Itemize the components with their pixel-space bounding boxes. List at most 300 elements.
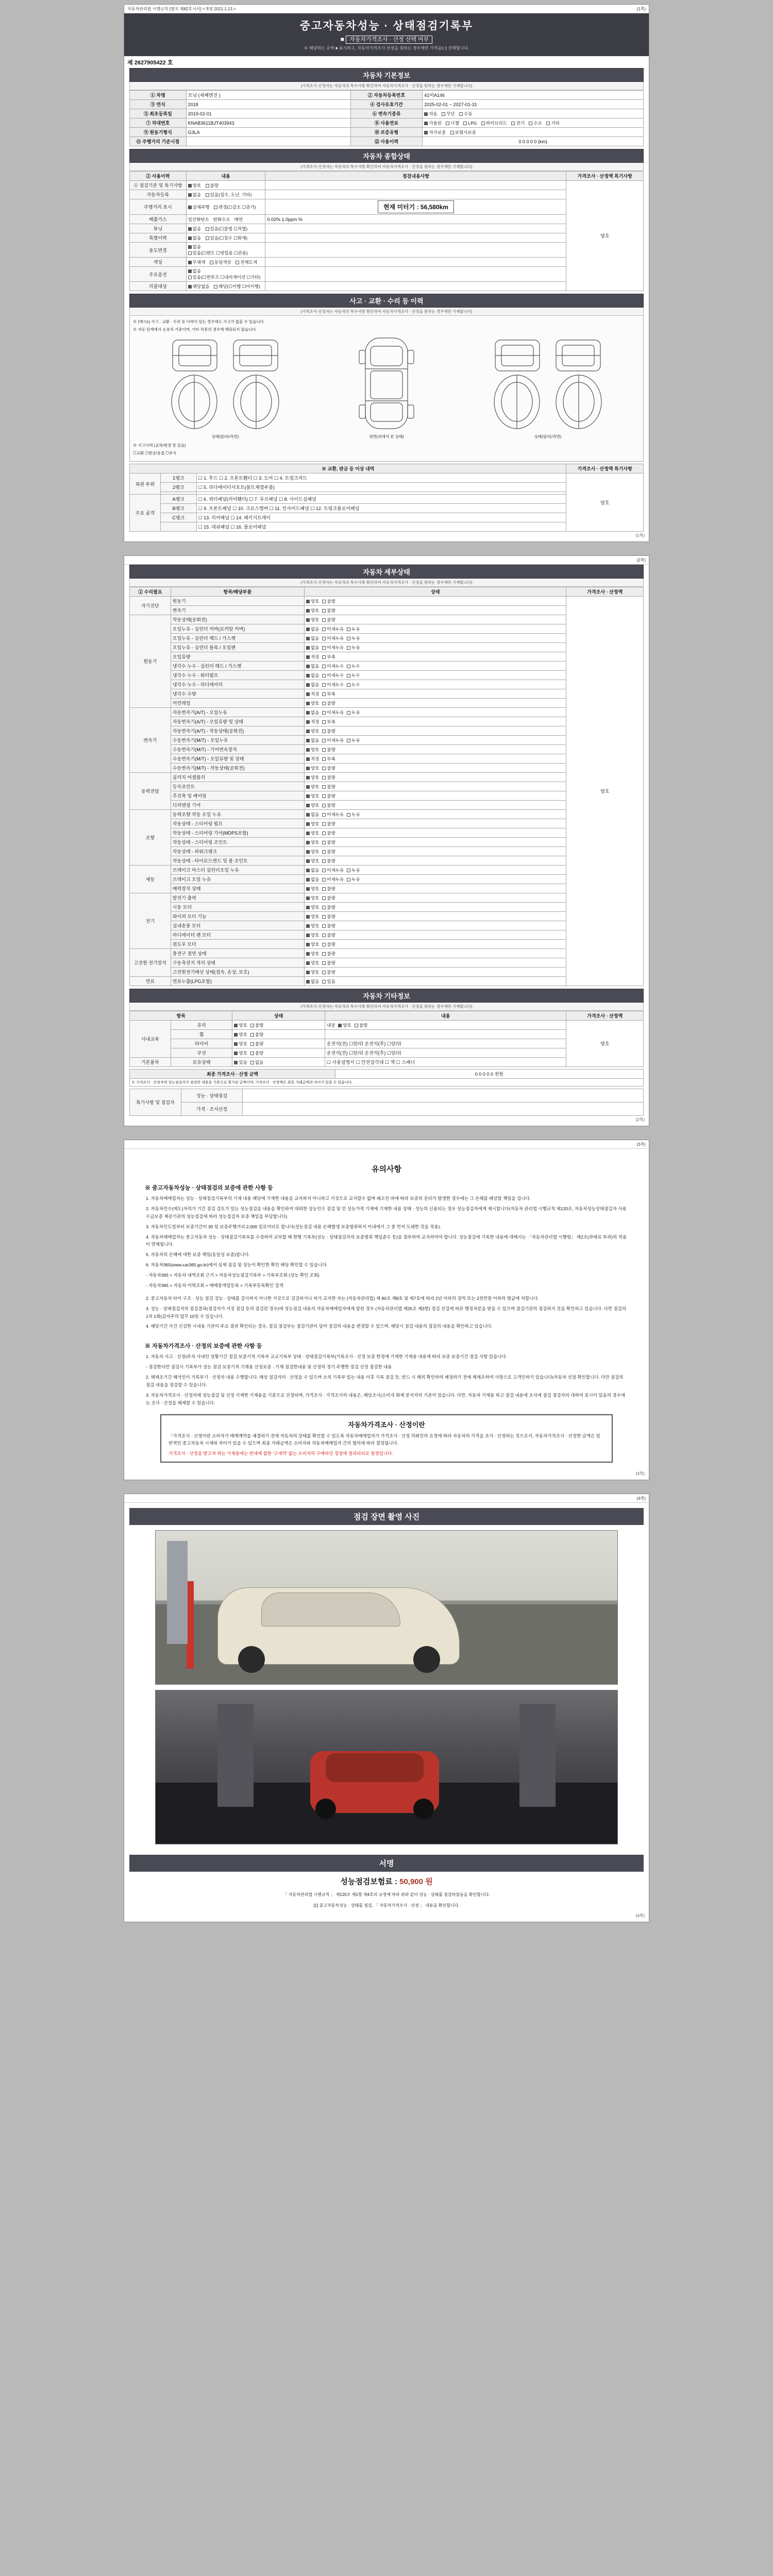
others-content-1[interactable]: [325, 1030, 566, 1039]
checkbox-icon[interactable]: [250, 1061, 254, 1064]
checkbox-icon[interactable]: [322, 609, 326, 613]
checkbox-icon[interactable]: [306, 748, 310, 752]
detail-opt-6-4-0[interactable]: [306, 932, 319, 938]
checkbox-icon[interactable]: [442, 112, 445, 116]
checkbox-icon[interactable]: [322, 767, 326, 770]
checkbox-icon[interactable]: [322, 841, 326, 844]
transmission-option-manual[interactable]: [459, 111, 472, 117]
final-note-1: [1] 중고자동차성능 · 상태를 점검, 「 자동차가격조사 · 산정 」 내용을 확인합니다.: [313, 1903, 460, 1908]
detail-opt-5-2-1[interactable]: [322, 886, 335, 892]
checkbox-icon[interactable]: [306, 683, 310, 687]
detail-opt-6-2-1[interactable]: [322, 913, 335, 920]
detail-opt-8-0-0[interactable]: [306, 978, 319, 985]
detail-opt-2-3-1[interactable]: [322, 737, 344, 743]
checkbox-icon[interactable]: [188, 193, 192, 197]
checkbox-icon[interactable]: [306, 794, 310, 798]
warranty-option-insurer[interactable]: [450, 129, 476, 135]
warranty-option-self[interactable]: [424, 129, 446, 135]
checkbox-icon[interactable]: [306, 943, 310, 946]
checkbox-icon[interactable]: [234, 1052, 238, 1055]
detail-opt-1-2-0[interactable]: [306, 635, 319, 641]
checkbox-icon[interactable]: [450, 131, 454, 134]
checkbox-icon[interactable]: [206, 236, 209, 240]
detail-opt-1-3-0[interactable]: [306, 645, 319, 651]
checkbox-icon[interactable]: [529, 122, 532, 125]
detail-opt-2-1-0[interactable]: [306, 719, 319, 725]
others-content-4[interactable]: ☐ 사용설명서 ☐ 안전삼각대 ☐ 잭 ☐ 스패너: [325, 1058, 566, 1067]
checkbox-icon[interactable]: [322, 952, 326, 956]
detail-opt-1-4-0[interactable]: [306, 654, 319, 660]
checkbox-icon[interactable]: [306, 730, 310, 733]
detail-opt-2-0-0[interactable]: [306, 709, 319, 716]
checkbox-icon[interactable]: [322, 850, 326, 854]
detail-opt-3-2-0[interactable]: [306, 793, 319, 799]
detail-opt-6-0-1[interactable]: [322, 895, 335, 901]
checkbox-icon[interactable]: [306, 804, 310, 807]
checkbox-icon[interactable]: [306, 674, 310, 677]
detail-opt-6-1-1[interactable]: [322, 904, 335, 910]
others-opt-0-0[interactable]: [234, 1022, 247, 1028]
checkbox-icon[interactable]: [347, 674, 350, 677]
checkbox-icon[interactable]: [188, 251, 192, 255]
checkbox-icon[interactable]: [355, 1024, 358, 1027]
detail-opt-3-3-0[interactable]: [306, 802, 319, 808]
checkbox-icon[interactable]: [322, 720, 326, 724]
detail-opt-0-1-1[interactable]: [322, 607, 335, 614]
checkbox-icon[interactable]: [347, 869, 350, 872]
others-opt-0-1[interactable]: [250, 1022, 263, 1028]
detail-opt-7-0-1[interactable]: [322, 951, 335, 957]
special-opt-yes[interactable]: [206, 235, 248, 241]
accident-rank-1-items[interactable]: ☐ 1. 후드 ☐ 2. 프론트휀더 ☐ 3. 도어 ☐ 4. 트렁크리드: [196, 473, 566, 483]
detail-opt-4-5-1[interactable]: [322, 858, 335, 864]
checkbox-icon[interactable]: [322, 924, 326, 928]
checkbox-icon[interactable]: [306, 906, 310, 909]
detail-opt-4-3-0[interactable]: [306, 839, 319, 845]
checkbox-icon[interactable]: [234, 1061, 238, 1064]
checkbox-icon[interactable]: [306, 628, 310, 631]
checkbox-icon[interactable]: [481, 122, 485, 125]
checkbox-icon[interactable]: [206, 184, 209, 188]
detail-opt-7-2-1[interactable]: [322, 969, 335, 975]
checkbox-icon[interactable]: [322, 628, 326, 631]
accident-rank-c-items[interactable]: ☐ 13. 리어패널 ☐ 14. 패키지트레이: [196, 513, 566, 522]
checkbox-icon[interactable]: [347, 665, 350, 668]
checkbox-icon[interactable]: [322, 896, 326, 900]
overall-0-opt-1[interactable]: [206, 182, 219, 189]
checkbox-icon[interactable]: [236, 261, 239, 264]
checkbox-icon[interactable]: [322, 739, 326, 742]
fuel-option-etc[interactable]: [546, 120, 559, 126]
checkbox-icon[interactable]: [306, 665, 310, 668]
overall-0-opt-0[interactable]: [188, 182, 201, 189]
checkbox-icon[interactable]: [322, 702, 326, 705]
detail-opt-label-1-3-1: 미세누유: [327, 645, 344, 650]
remarks-row-0-value[interactable]: [243, 1089, 644, 1103]
others-content-3[interactable]: 운전석(전) ☐앞/뒤 운전석(후) ☐앞/뒤: [325, 1048, 566, 1058]
checkbox-icon[interactable]: [306, 609, 310, 613]
detail-opt-1-3-1[interactable]: [322, 645, 344, 651]
checkbox-icon[interactable]: [188, 206, 192, 209]
checkbox-icon[interactable]: [322, 887, 326, 891]
checkbox-icon[interactable]: [322, 961, 326, 965]
checkbox-icon[interactable]: [188, 269, 192, 273]
transmission-option-cvt[interactable]: [442, 111, 455, 117]
checkbox-icon[interactable]: [306, 980, 310, 984]
fuel-option-hybrid[interactable]: [481, 120, 507, 126]
others-opt-label-1-0: 양호: [239, 1031, 247, 1037]
detail-opt-4-0-0[interactable]: [306, 811, 319, 818]
checkbox-icon[interactable]: [322, 794, 326, 798]
fuel-option-hydrogen[interactable]: [529, 120, 542, 126]
section-note-overall: (가격조사·산정자는 자동차의 특수사항 확인하여 자동차가격조사 · 산정을 원하는 경우에만 기재합니다): [129, 163, 644, 171]
detail-opt-1-8-1[interactable]: [322, 691, 335, 697]
tuning-opt-yes[interactable]: [206, 226, 248, 232]
detail-opt-4-2-1[interactable]: [322, 830, 335, 836]
detail-opt-1-6-0[interactable]: [306, 672, 319, 679]
detail-opt-2-2-0[interactable]: [306, 728, 319, 734]
detail-opt-1-9-1[interactable]: [322, 700, 335, 706]
detail-opt-2-3-0[interactable]: [306, 737, 319, 743]
detail-opt-1-5-1[interactable]: [322, 663, 344, 669]
detail-opt-3-0-1[interactable]: [322, 774, 335, 781]
detail-opt-6-3-0[interactable]: [306, 923, 319, 929]
checkbox-icon[interactable]: [306, 841, 310, 844]
checkbox-icon[interactable]: [322, 618, 326, 622]
checkbox-icon[interactable]: [322, 757, 326, 761]
others-content-opt-0-0[interactable]: [338, 1022, 351, 1028]
checkbox-icon[interactable]: [322, 776, 326, 779]
checkbox-icon[interactable]: [188, 261, 192, 264]
detail-opt-3-0-0[interactable]: [306, 774, 319, 781]
checkbox-icon[interactable]: [306, 785, 310, 789]
checkbox-icon[interactable]: [546, 122, 550, 125]
detail-opt-1-2-2[interactable]: [347, 635, 360, 641]
tuning-opt-none[interactable]: [188, 226, 201, 232]
accident-rank-c2-items[interactable]: ☐ 15. 대쉬패널 ☐ 16. 플로어패널: [196, 522, 566, 532]
checkbox-icon[interactable]: [306, 859, 310, 863]
detail-opt-2-4-0[interactable]: [306, 747, 319, 753]
checkbox-icon[interactable]: [306, 637, 310, 640]
detail-opt-6-0-0[interactable]: [306, 895, 319, 901]
detail-opt-5-1-0[interactable]: [306, 876, 319, 883]
accident-rank-a-items[interactable]: ☐ 6. 쿼터패널(리어휀더) ☐ 7. 루프패널 ☐ 8. 사이드실패널: [196, 495, 566, 504]
detail-opt-6-4-1[interactable]: [322, 932, 335, 938]
others-opt-3-1[interactable]: [250, 1050, 263, 1056]
usechange-label-yes: 있음(☐렌트 ☐영업용 ☐관용): [192, 250, 248, 256]
checkbox-icon[interactable]: [306, 702, 310, 705]
checkbox-icon[interactable]: [250, 1033, 254, 1037]
checkbox-icon[interactable]: [322, 683, 326, 687]
checkbox-icon[interactable]: [322, 869, 326, 872]
option-opt-none[interactable]: [188, 268, 201, 274]
checkbox-icon[interactable]: [322, 785, 326, 789]
others-opt-label-4-1: 없음: [255, 1059, 264, 1065]
checkbox-icon[interactable]: [250, 1024, 254, 1027]
checkbox-icon[interactable]: [306, 952, 310, 956]
detail-opt-5-1-2[interactable]: [347, 876, 360, 883]
color-opt-0[interactable]: [188, 259, 206, 265]
checkbox-icon[interactable]: [306, 655, 310, 659]
detail-opt-5-2-0[interactable]: [306, 886, 319, 892]
checkbox-icon[interactable]: [322, 906, 326, 909]
checkbox-icon[interactable]: [322, 915, 326, 919]
docno-label: 제: [127, 60, 133, 66]
fuel-option-gasoline[interactable]: [424, 120, 442, 126]
detail-opt-3-2-1[interactable]: [322, 793, 335, 799]
checkbox-icon[interactable]: [511, 122, 515, 125]
checkbox-icon[interactable]: [424, 131, 428, 134]
others-opt-3-0[interactable]: [234, 1050, 247, 1056]
detail-opt-4-4-1[interactable]: [322, 849, 335, 855]
checkbox-icon[interactable]: [306, 692, 310, 696]
checkbox-icon[interactable]: [322, 600, 326, 603]
detail-opt-1-1-0[interactable]: [306, 626, 319, 632]
checkbox-icon[interactable]: [188, 236, 192, 240]
checkbox-icon[interactable]: [322, 646, 326, 650]
checkbox-icon[interactable]: [347, 711, 350, 715]
checkbox-icon[interactable]: [306, 618, 310, 622]
transmission-option-auto[interactable]: [424, 111, 437, 117]
checkbox-icon[interactable]: [210, 261, 213, 264]
checkbox-icon[interactable]: [306, 711, 310, 715]
detail-opt-4-0-1[interactable]: [322, 811, 344, 818]
checkbox-icon[interactable]: [347, 628, 350, 631]
checkbox-icon[interactable]: [306, 813, 310, 817]
detail-opt-7-2-0[interactable]: [306, 969, 319, 975]
detail-opt-2-5-0[interactable]: [306, 756, 319, 762]
detail-opt-0-0-0[interactable]: [306, 598, 319, 604]
detail-opt-label-1-9-0: 양호: [310, 700, 320, 706]
others-opt-2-1[interactable]: [250, 1041, 263, 1047]
others-opt-4-1[interactable]: [250, 1059, 263, 1065]
remarks-row-1-value[interactable]: [243, 1103, 644, 1116]
overall-1-opt-0[interactable]: [188, 192, 201, 198]
checkbox-icon[interactable]: [322, 692, 326, 696]
checkbox-icon[interactable]: [424, 112, 428, 116]
detail-opt-1-6-2[interactable]: [347, 672, 360, 679]
checkbox-icon[interactable]: [234, 1042, 238, 1046]
checkbox-icon[interactable]: [347, 739, 350, 742]
recall-opt-na[interactable]: [188, 283, 210, 290]
checkbox-icon[interactable]: [206, 227, 209, 231]
others-content-opt-0-1[interactable]: [355, 1022, 367, 1028]
detail-opt-7-1-1[interactable]: [322, 960, 335, 966]
overall-2-opt-0[interactable]: [188, 204, 210, 210]
detail-opt-8-0-1[interactable]: [322, 978, 335, 985]
recall-opt-yes[interactable]: [214, 283, 260, 290]
checkbox-icon[interactable]: [306, 887, 310, 891]
detail-opt-6-5-0[interactable]: [306, 941, 319, 947]
checkbox-icon[interactable]: [306, 757, 310, 761]
checkbox-icon[interactable]: [306, 822, 310, 826]
detail-opt-3-3-1[interactable]: [322, 802, 335, 808]
table-row: [130, 1030, 644, 1039]
checkbox-icon[interactable]: [322, 813, 326, 817]
checkbox-icon[interactable]: [306, 915, 310, 919]
detail-opt-5-0-0[interactable]: [306, 867, 319, 873]
checkbox-icon[interactable]: [347, 878, 350, 882]
checkbox-icon[interactable]: [306, 878, 310, 882]
detail-opt-0-1-0[interactable]: [306, 607, 319, 614]
usechange-opt-none[interactable]: [188, 244, 201, 250]
checkbox-icon[interactable]: [322, 730, 326, 733]
detail-opt-2-5-1[interactable]: [322, 756, 335, 762]
option-opt-yes[interactable]: [188, 274, 261, 280]
checkbox-icon[interactable]: [306, 720, 310, 724]
others-opt-1-1[interactable]: [250, 1031, 263, 1038]
checkbox-icon[interactable]: [306, 869, 310, 872]
checkbox-icon[interactable]: [322, 665, 326, 668]
checkbox-icon[interactable]: [347, 813, 350, 817]
checkbox-icon[interactable]: [306, 646, 310, 650]
checkbox-icon[interactable]: [214, 285, 217, 289]
detail-opt-1-5-2[interactable]: [347, 663, 360, 669]
checkbox-icon[interactable]: [347, 646, 350, 650]
checkbox-icon[interactable]: [322, 971, 326, 974]
checkbox-icon[interactable]: [306, 934, 310, 937]
others-content-2[interactable]: 운전석(전) ☐앞/뒤 운전석(후) ☐앞/뒤: [325, 1039, 566, 1048]
checkbox-icon[interactable]: [234, 1024, 238, 1027]
checkbox-icon[interactable]: [322, 655, 326, 659]
detail-opt-1-5-0[interactable]: [306, 663, 319, 669]
checkbox-icon[interactable]: [188, 245, 192, 249]
detail-opt-6-2-0[interactable]: [306, 913, 319, 920]
detail-opt-3-1-1[interactable]: [322, 784, 335, 790]
detail-opt-4-0-2[interactable]: [347, 811, 360, 818]
fuel-option-diesel[interactable]: [446, 120, 459, 126]
detail-opt-2-1-1[interactable]: [322, 719, 335, 725]
detail-opt-2-6-1[interactable]: [322, 765, 335, 771]
checkbox-icon[interactable]: [250, 1042, 254, 1046]
detail-opt-1-8-0[interactable]: [306, 691, 319, 697]
checkbox-icon[interactable]: [306, 767, 310, 770]
checkbox-icon[interactable]: [459, 112, 463, 116]
detail-opt-1-6-1[interactable]: [322, 672, 344, 679]
special-opt-none[interactable]: [188, 235, 201, 241]
fuel-option-lpg[interactable]: [463, 121, 477, 126]
detail-opt-2-4-1[interactable]: [322, 747, 335, 753]
checkbox-icon[interactable]: [306, 739, 310, 742]
detail-opt-1-7-2[interactable]: [347, 682, 360, 688]
detail-opt-3-1-0[interactable]: [306, 784, 319, 790]
detail-opt-1-3-2[interactable]: [347, 645, 360, 651]
overall-2-opt-1[interactable]: [214, 204, 256, 210]
detail-opt-1-2-1[interactable]: [322, 635, 344, 641]
checkbox-icon[interactable]: [322, 934, 326, 937]
detail-opt-4-4-0[interactable]: [306, 849, 319, 855]
detail-opt-4-2-0[interactable]: [306, 830, 319, 836]
checkbox-icon[interactable]: [424, 122, 428, 125]
usechange-opt-yes[interactable]: [188, 250, 248, 256]
checkbox-icon[interactable]: [306, 896, 310, 900]
detail-opt-7-0-0[interactable]: [306, 951, 319, 957]
table-row: [130, 968, 644, 977]
overall-1-opt-1[interactable]: [206, 192, 252, 198]
detail-opt-4-1-1[interactable]: [322, 821, 335, 827]
detail-opt-1-0-1[interactable]: [322, 617, 335, 623]
checkbox-icon[interactable]: [306, 850, 310, 854]
detail-opt-2-0-2[interactable]: [347, 709, 360, 716]
detail-opt-2-6-0[interactable]: [306, 765, 319, 771]
detail-opt-1-1-2[interactable]: [347, 626, 360, 632]
detail-opt-6-1-0[interactable]: [306, 904, 319, 910]
checkbox-icon[interactable]: [322, 748, 326, 752]
checkbox-icon[interactable]: [322, 711, 326, 715]
checkbox-icon[interactable]: [347, 637, 350, 640]
checkbox-icon[interactable]: [322, 859, 326, 863]
detail-opt-1-7-1[interactable]: [322, 682, 344, 688]
checkbox-icon[interactable]: [206, 193, 209, 197]
accident-rank-2-items[interactable]: ☐ 5. 라디에이터서포트(볼트체결부품): [196, 483, 566, 492]
checkbox-icon[interactable]: [188, 227, 192, 231]
checkbox-icon[interactable]: [322, 980, 326, 984]
checkbox-icon[interactable]: [463, 122, 467, 125]
checkbox-icon[interactable]: [322, 832, 326, 835]
detail-opt-1-7-0[interactable]: [306, 682, 319, 688]
others-opt-4-0[interactable]: [234, 1059, 247, 1065]
color-opt-1[interactable]: [210, 259, 231, 265]
checkbox-icon[interactable]: [322, 943, 326, 946]
checkbox-icon[interactable]: [234, 1033, 238, 1037]
checkbox-icon[interactable]: [188, 276, 192, 279]
checkbox-icon[interactable]: [306, 832, 310, 835]
checkbox-icon[interactable]: [322, 674, 326, 677]
checkbox-icon[interactable]: [306, 776, 310, 779]
checkbox-icon[interactable]: [306, 924, 310, 928]
detail-opt-6-5-1[interactable]: [322, 941, 335, 947]
others-content-0[interactable]: [325, 1021, 566, 1030]
detail-opt-4-3-1[interactable]: [322, 839, 335, 845]
checkbox-icon[interactable]: [446, 122, 449, 125]
checkbox-icon[interactable]: [188, 285, 192, 289]
detail-opt-5-0-1[interactable]: [322, 867, 344, 873]
checkbox-icon[interactable]: [338, 1024, 342, 1027]
detail-opt-4-1-0[interactable]: [306, 821, 319, 827]
detail-opt-7-1-0[interactable]: [306, 960, 319, 966]
detail-opt-1-9-0[interactable]: [306, 700, 319, 706]
detail-opt-6-3-1[interactable]: [322, 923, 335, 929]
detail-opt-2-2-1[interactable]: [322, 728, 335, 734]
detail-item-7-2: 고전원전기배선 상태(접속, 손상, 보호): [171, 968, 304, 977]
checkbox-icon[interactable]: [322, 822, 326, 826]
checkbox-icon[interactable]: [250, 1052, 254, 1055]
checkbox-icon[interactable]: [306, 971, 310, 974]
detail-opt-5-0-2[interactable]: [347, 867, 360, 873]
checkbox-icon[interactable]: [306, 600, 310, 603]
others-opt-2-0[interactable]: [234, 1041, 247, 1047]
checkbox-icon[interactable]: [347, 683, 350, 687]
detail-opt-1-0-0[interactable]: [306, 617, 319, 623]
checkbox-icon[interactable]: [322, 878, 326, 882]
detail-opt-5-1-1[interactable]: [322, 876, 344, 883]
detail-opt-1-1-1[interactable]: [322, 626, 344, 632]
checkbox-icon[interactable]: [214, 206, 217, 209]
fuel-option-electric[interactable]: [511, 120, 524, 126]
checkbox-icon[interactable]: [322, 804, 326, 807]
checkbox-icon[interactable]: [188, 184, 192, 188]
detail-opt-4-5-0[interactable]: [306, 858, 319, 864]
checkbox-icon[interactable]: [322, 637, 326, 640]
checkbox-icon[interactable]: [306, 961, 310, 965]
detail-opt-2-0-1[interactable]: [322, 709, 344, 716]
detail-opt-2-3-2[interactable]: [347, 737, 360, 743]
accident-rank-b-items[interactable]: ☐ 9. 프론트패널 ☐ 10. 크로스멤버 ☐ 11. 인사이드패널 ☐ 12. 트렁크플로어패널: [196, 504, 566, 513]
color-opt-2[interactable]: [236, 259, 257, 265]
others-opt-1-0[interactable]: [234, 1031, 247, 1038]
detail-opt-1-4-1[interactable]: [322, 654, 335, 660]
detail-opt-0-0-1[interactable]: [322, 598, 335, 604]
